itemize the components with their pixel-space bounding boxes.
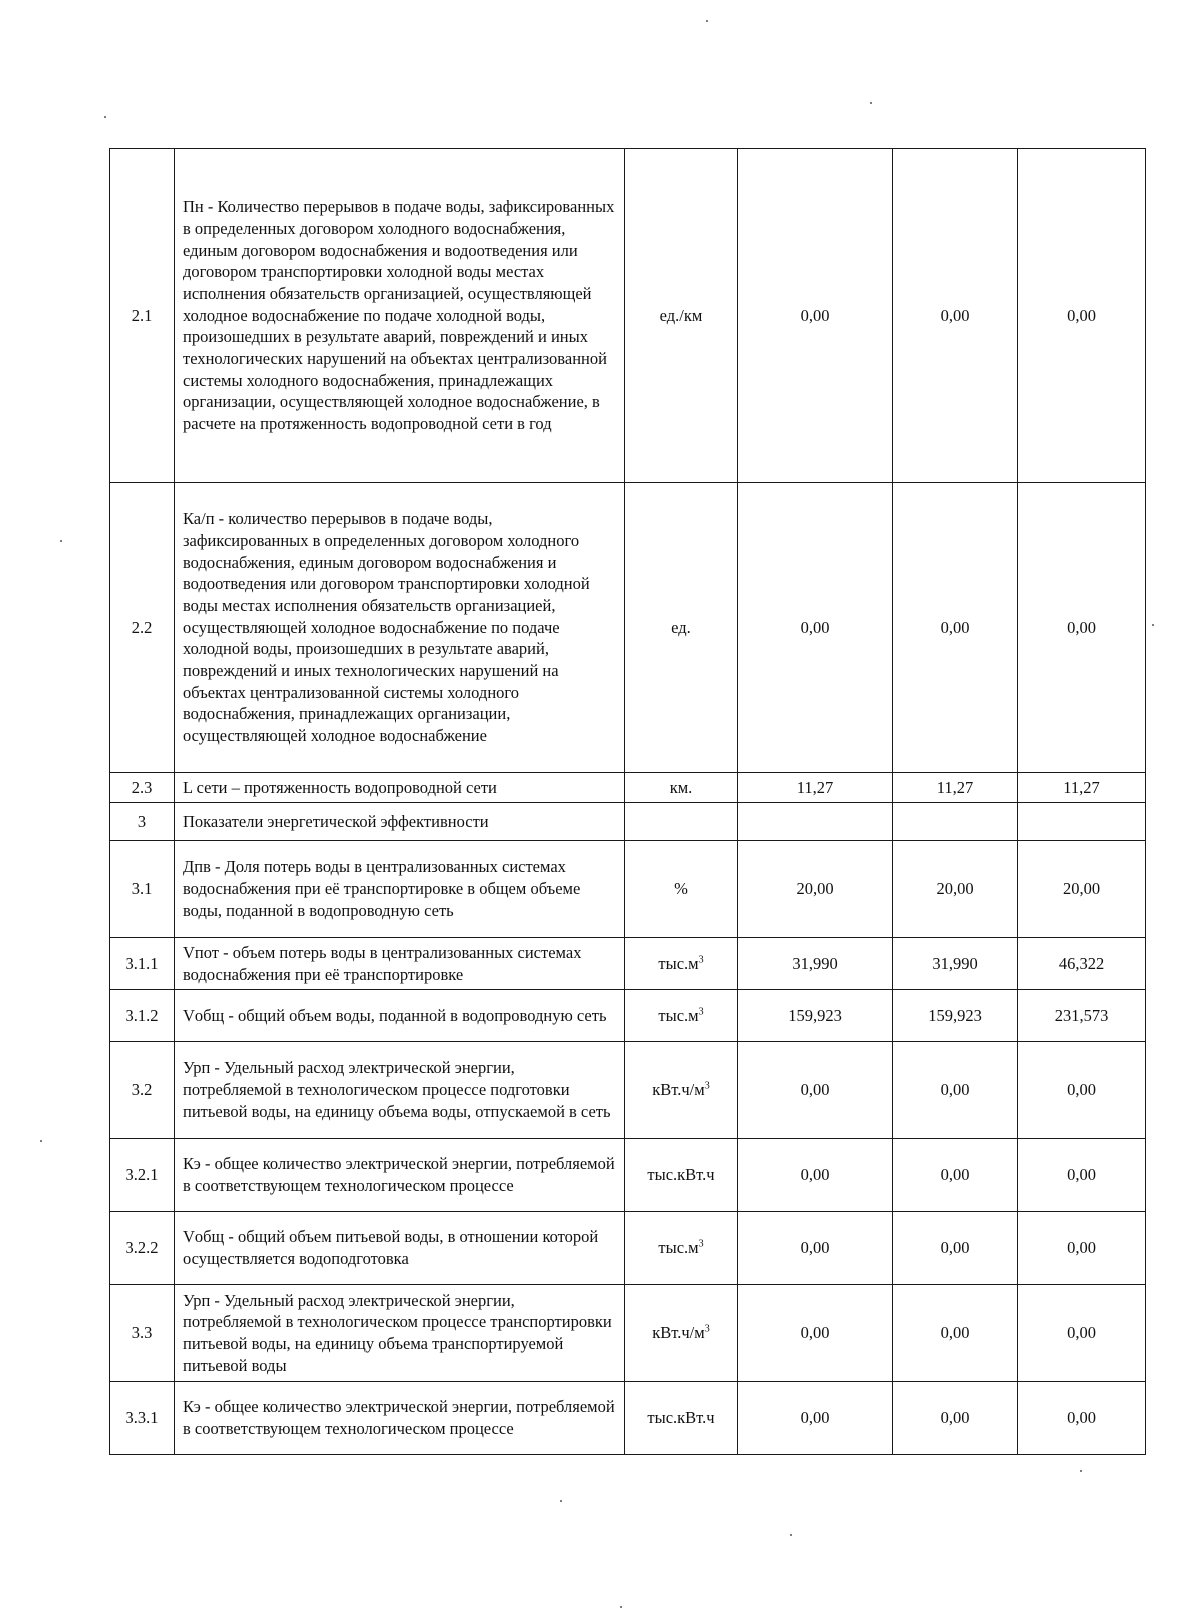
scan-speck <box>706 20 708 22</box>
row-value-1: 0,00 <box>738 1042 893 1139</box>
row-value-1: 159,923 <box>738 990 893 1042</box>
row-value-1: 0,00 <box>738 1212 893 1285</box>
row-description: Урп - Удельный расход электрической энергии, потребляемой в технологическом процессе подготовки питьевой воды, на единицу объема воды, отпускаемой в сеть <box>175 1042 625 1139</box>
row-description: Vобщ - общий объем воды, поданной в водопроводную сеть <box>175 990 625 1042</box>
row-value-1: 0,00 <box>738 1382 893 1455</box>
row-number: 3.2.1 <box>110 1139 175 1212</box>
row-value-1: 0,00 <box>738 483 893 773</box>
row-number: 2.1 <box>110 149 175 483</box>
row-description: Дпв - Доля потерь воды в централизованных системах водоснабжения при её транспортировке в общем объеме воды, поданной в водопроводную сеть <box>175 841 625 938</box>
row-unit <box>625 803 738 841</box>
row-value-1 <box>738 803 893 841</box>
row-value-1: 0,00 <box>738 149 893 483</box>
row-value-1: 20,00 <box>738 841 893 938</box>
row-value-3: 46,322 <box>1018 938 1146 990</box>
scan-speck <box>560 1500 562 1502</box>
row-value-2: 31,990 <box>893 938 1018 990</box>
row-value-2: 11,27 <box>893 773 1018 803</box>
row-value-1: 0,00 <box>738 1139 893 1212</box>
table-body <box>110 149 1146 1455</box>
row-number: 2.3 <box>110 773 175 803</box>
row-value-2: 0,00 <box>893 1285 1018 1382</box>
section-title: Показатели энергетической эффективности <box>175 803 625 841</box>
row-unit: ед./км <box>625 149 738 483</box>
row-number: 2.2 <box>110 483 175 773</box>
row-number: 3.3 <box>110 1285 175 1382</box>
row-description: Vпот - объем потерь воды в централизованных системах водоснабжения при её транспортировке <box>175 938 625 990</box>
table-row <box>110 483 1146 773</box>
row-value-2: 0,00 <box>893 1382 1018 1455</box>
row-value-3: 0,00 <box>1018 1382 1146 1455</box>
table-row <box>110 1382 1146 1455</box>
row-description: Кэ - общее количество электрической энергии, потребляемой в соответствующем технологическом процессе <box>175 1382 625 1455</box>
section-header-row <box>110 803 1146 841</box>
row-value-2 <box>893 803 1018 841</box>
row-value-3 <box>1018 803 1146 841</box>
row-number: 3.3.1 <box>110 1382 175 1455</box>
row-value-2: 0,00 <box>893 1139 1018 1212</box>
row-unit: ед. <box>625 483 738 773</box>
row-unit: $тыс.м^3$ <box>625 938 738 990</box>
row-unit: км. <box>625 773 738 803</box>
row-description: Урп - Удельный расход электрической энергии, потребляемой в технологическом процессе транспортировки питьевой воды, на единицу объема транспортируемой питьевой воды <box>175 1285 625 1382</box>
row-value-1: 31,990 <box>738 938 893 990</box>
row-number: 3.1 <box>110 841 175 938</box>
row-value-2: 0,00 <box>893 149 1018 483</box>
table-row <box>110 149 1146 483</box>
indicators-table <box>109 148 1146 1455</box>
scan-speck <box>1080 1470 1082 1472</box>
row-value-3: 0,00 <box>1018 1285 1146 1382</box>
row-unit: тыс.кВт.ч <box>625 1139 738 1212</box>
row-value-2: 159,923 <box>893 990 1018 1042</box>
row-value-2: 20,00 <box>893 841 1018 938</box>
row-unit: $кВт.ч/м^3$ <box>625 1285 738 1382</box>
row-unit: $тыс.м^3$ <box>625 990 738 1042</box>
table-row <box>110 938 1146 990</box>
scan-speck <box>870 102 872 104</box>
row-value-3: 231,573 <box>1018 990 1146 1042</box>
scan-speck <box>790 1534 792 1536</box>
row-value-2: 0,00 <box>893 1212 1018 1285</box>
scan-speck <box>620 1606 622 1608</box>
row-value-2: 0,00 <box>893 1042 1018 1139</box>
row-description: Кэ - общее количество электрической энергии, потребляемой в соответствующем технологическом процессе <box>175 1139 625 1212</box>
row-value-3: 20,00 <box>1018 841 1146 938</box>
table-row <box>110 841 1146 938</box>
scan-speck <box>1152 624 1154 626</box>
row-number: 3.1.2 <box>110 990 175 1042</box>
scan-speck <box>60 540 62 542</box>
row-description: L сети – протяженность водопроводной сети <box>175 773 625 803</box>
row-unit: % <box>625 841 738 938</box>
row-number: 3.1.1 <box>110 938 175 990</box>
row-description: Vобщ - общий объем питьевой воды, в отношении которой осуществляется водоподготовка <box>175 1212 625 1285</box>
row-value-1: 0,00 <box>738 1285 893 1382</box>
row-unit: $тыс.м^3$ <box>625 1212 738 1285</box>
table-row <box>110 1212 1146 1285</box>
table-row <box>110 1139 1146 1212</box>
row-description: Пн - Количество перерывов в подаче воды, зафиксированных в определенных договором холодного водоснабжения, единым договором водоснабжения и водоотведения или договором транспортировки холодной воды местах исполнения обязательств организацией, осуществляющей холодное водоснабжение по подаче холодной воды, произошедших в результате аварий, повреждений и иных технологических нарушений на объектах централизованной системы холодного водоснабжения, принадлежащих организации, осуществляющей холодное водоснабжение, в расчете на протяженность водопроводной сети в год <box>175 149 625 483</box>
row-value-1: 11,27 <box>738 773 893 803</box>
scan-speck <box>104 116 106 118</box>
row-value-3: 0,00 <box>1018 1042 1146 1139</box>
row-description: Ка/п - количество перерывов в подаче воды, зафиксированных в определенных договором холодного водоснабжения, единым договором водоснабжения и водоотведения или договором транспортировки холодной воды местах исполнения обязательств организацией, осуществляющей холодное водоснабжение по подаче холодной воды, произошедших в результате аварий, повреждений и иных технологических нарушений на объектах централизованной системы холодного водоснабжения, принадлежащих организации, осуществляющей холодное водоснабжение <box>175 483 625 773</box>
table-row <box>110 773 1146 803</box>
table-row <box>110 1042 1146 1139</box>
row-value-3: 0,00 <box>1018 1139 1146 1212</box>
row-value-3: 11,27 <box>1018 773 1146 803</box>
row-number: 3 <box>110 803 175 841</box>
row-value-2: 0,00 <box>893 483 1018 773</box>
row-unit: тыс.кВт.ч <box>625 1382 738 1455</box>
table-row <box>110 990 1146 1042</box>
scan-speck <box>40 1140 42 1142</box>
row-number: 3.2.2 <box>110 1212 175 1285</box>
row-value-3: 0,00 <box>1018 149 1146 483</box>
row-unit: $кВт.ч/м^3$ <box>625 1042 738 1139</box>
row-value-3: 0,00 <box>1018 1212 1146 1285</box>
row-value-3: 0,00 <box>1018 483 1146 773</box>
table-row <box>110 1285 1146 1382</box>
row-number: 3.2 <box>110 1042 175 1139</box>
